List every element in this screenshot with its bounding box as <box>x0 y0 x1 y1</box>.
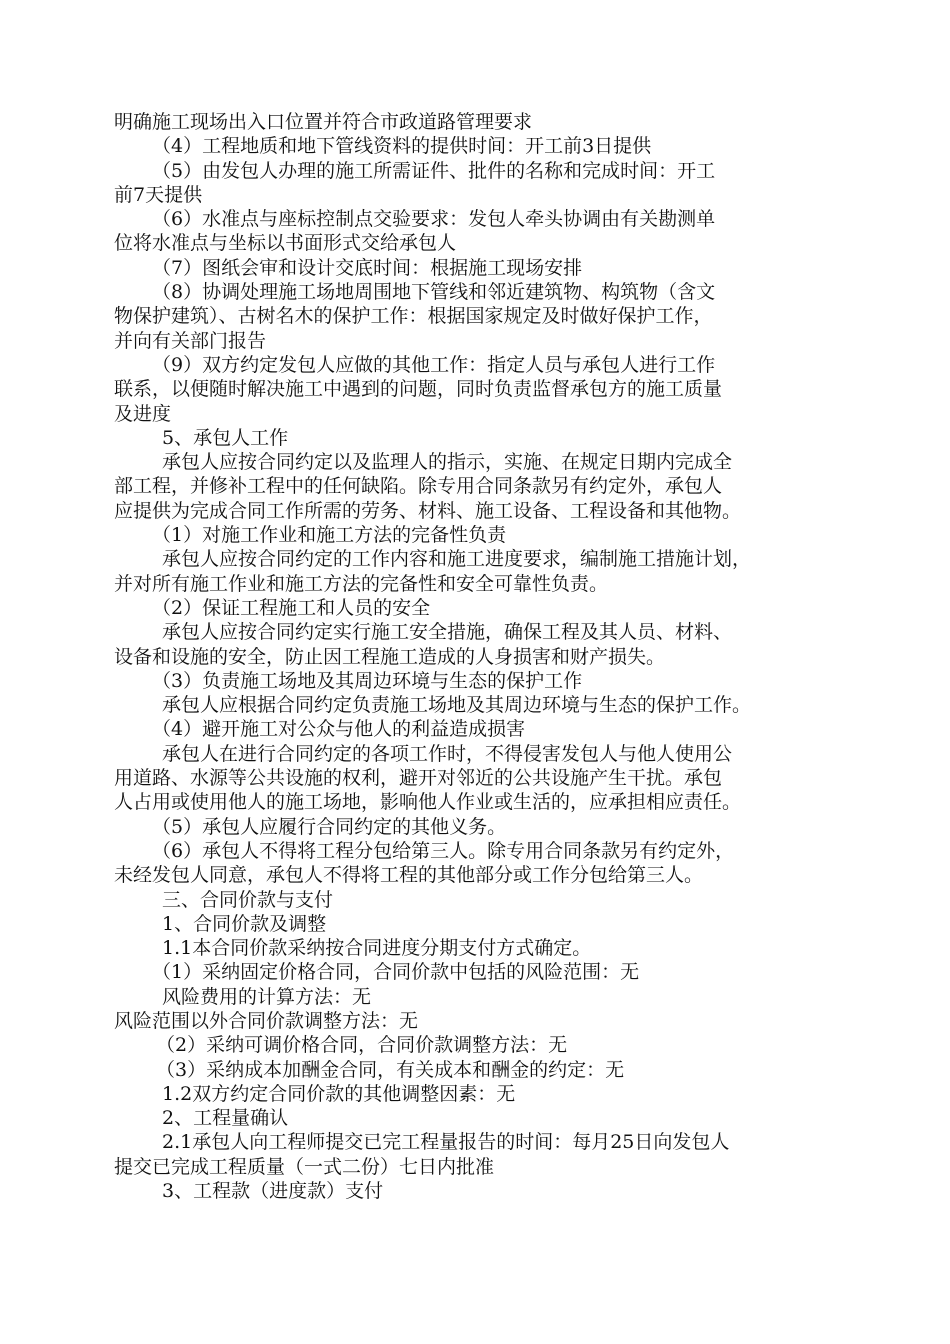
document-body <box>114 110 854 1203</box>
text-line: （6）承包人不得将工程分包给第三人。除专用合同条款另有约定外， <box>152 839 735 862</box>
subsection-heading: （1）对施工作业和施工方法的完备性负责 <box>152 524 507 547</box>
text-line: 设备和设施的安全，防止因工程施工造成的人身损害和财产损失。 <box>114 645 666 668</box>
text-line: 联系，以便随时解决施工中遇到的问题，同时负责监督承包方的施工质量 <box>114 378 723 401</box>
text-line: 明确施工现场出入口位置并符合市政道路管理要求 <box>114 111 533 133</box>
text-line: 未经发包人同意，承包人不得将工程的其他部分或工作分包给第三人。 <box>114 864 704 887</box>
text-line: （4）工程地质和地下管线资料的提供时间：开工前3日提供 <box>152 135 652 158</box>
text-line: 1.1本合同价款采纳按合同进度分期支付方式确定。 <box>162 937 592 960</box>
subsection-heading: （2）保证工程施工和人员的安全 <box>152 596 431 619</box>
section-heading: 5、承包人工作 <box>162 426 289 449</box>
text-line: 1.2双方约定合同价款的其他调整因素：无 <box>162 1082 516 1105</box>
text-line: 承包人在进行合同约定的各项工作时，不得侵害发包人与他人使用公 <box>162 742 733 765</box>
text-line: 承包人应按合同约定以及监理人的指示，实施、在规定日期内完成全 <box>162 451 733 474</box>
section-heading: 1、合同价款及调整 <box>162 912 327 935</box>
text-line: 承包人应根据合同约定负责施工场地及其周边环境与生态的保护工作。 <box>162 694 752 717</box>
text-line: （1）采纳固定价格合同，合同价款中包括的风险范围：无 <box>152 961 640 984</box>
text-line: 承包人应按合同约定的工作内容和施工进度要求，编制施工措施计划， <box>162 548 752 571</box>
text-line: （6）水准点与座标控制点交验要求：发包人牵头协调由有关勘测单 <box>152 208 716 231</box>
text-line: （8）协调处理施工场地周围地下管线和邻近建筑物、构筑物（含文 <box>152 281 716 304</box>
text-line: （3）采纳成本加酬金合同，有关成本和酬金的约定：无 <box>156 1058 625 1081</box>
section-heading: 三、合同价款与支付 <box>162 888 334 911</box>
text-line: 提交已完成工程质量（一式二份）七日内批准 <box>114 1155 495 1178</box>
text-line: 前7天提供 <box>114 183 203 206</box>
text-line: 并向有关部门报告 <box>114 329 267 352</box>
text-line: 2.1承包人向工程师提交已完工程量报告的时间：每月25日向发包人 <box>162 1131 730 1154</box>
text-line: 部工程，并修补工程中的任何缺陷。除专用合同条款另有约定外，承包人 <box>114 475 723 498</box>
subsection-heading: （4）避开施工对公众与他人的利益造成损害 <box>152 718 526 741</box>
text-line: 位将水准点与坐标以书面形式交给承包人 <box>114 232 457 255</box>
text-line: （9）双方约定发包人应做的其他工作：指定人员与承包人进行工作 <box>152 353 716 376</box>
text-line: （5）由发包人办理的施工所需证件、批件的名称和完成时间：开工 <box>152 159 716 182</box>
text-line: 风险费用的计算方法：无 <box>162 985 372 1008</box>
text-line: 用道路、水源等公共设施的权利，避开对邻近的公共设施产生干扰。承包 <box>114 767 723 790</box>
section-heading: 3、工程款（进度款）支付 <box>162 1180 384 1203</box>
text-line: （7）图纸会审和设计交底时间：根据施工现场安排 <box>152 256 583 279</box>
text-line: （2）采纳可调价格合同，合同价款调整方法：无 <box>156 1034 568 1057</box>
text-line: 人占用或使用他人的施工场地，影响他人作业或生活的，应承担相应责任。 <box>114 791 742 814</box>
text-line: 物保护建筑）、古树名木的保护工作：根据国家规定及时做好保护工作， <box>114 305 713 328</box>
section-heading: 2、工程量确认 <box>162 1107 289 1130</box>
text-line: 承包人应按合同约定实行施工安全措施，确保工程及其人员、材料、 <box>162 621 733 644</box>
text-line: 并对所有施工作业和施工方法的完备性和安全可靠性负责。 <box>114 572 609 595</box>
text-line: 应提供为完成合同工作所需的劳务、材料、施工设备、工程设备和其他物。 <box>114 499 742 522</box>
subsection-heading: （5）承包人应履行合同约定的其他义务。 <box>152 815 507 838</box>
text-line: 风险范围以外合同价款调整方法：无 <box>114 1009 419 1032</box>
text-line: 及进度 <box>114 402 172 425</box>
subsection-heading: （3）负责施工场地及其周边环境与生态的保护工作 <box>152 669 583 692</box>
